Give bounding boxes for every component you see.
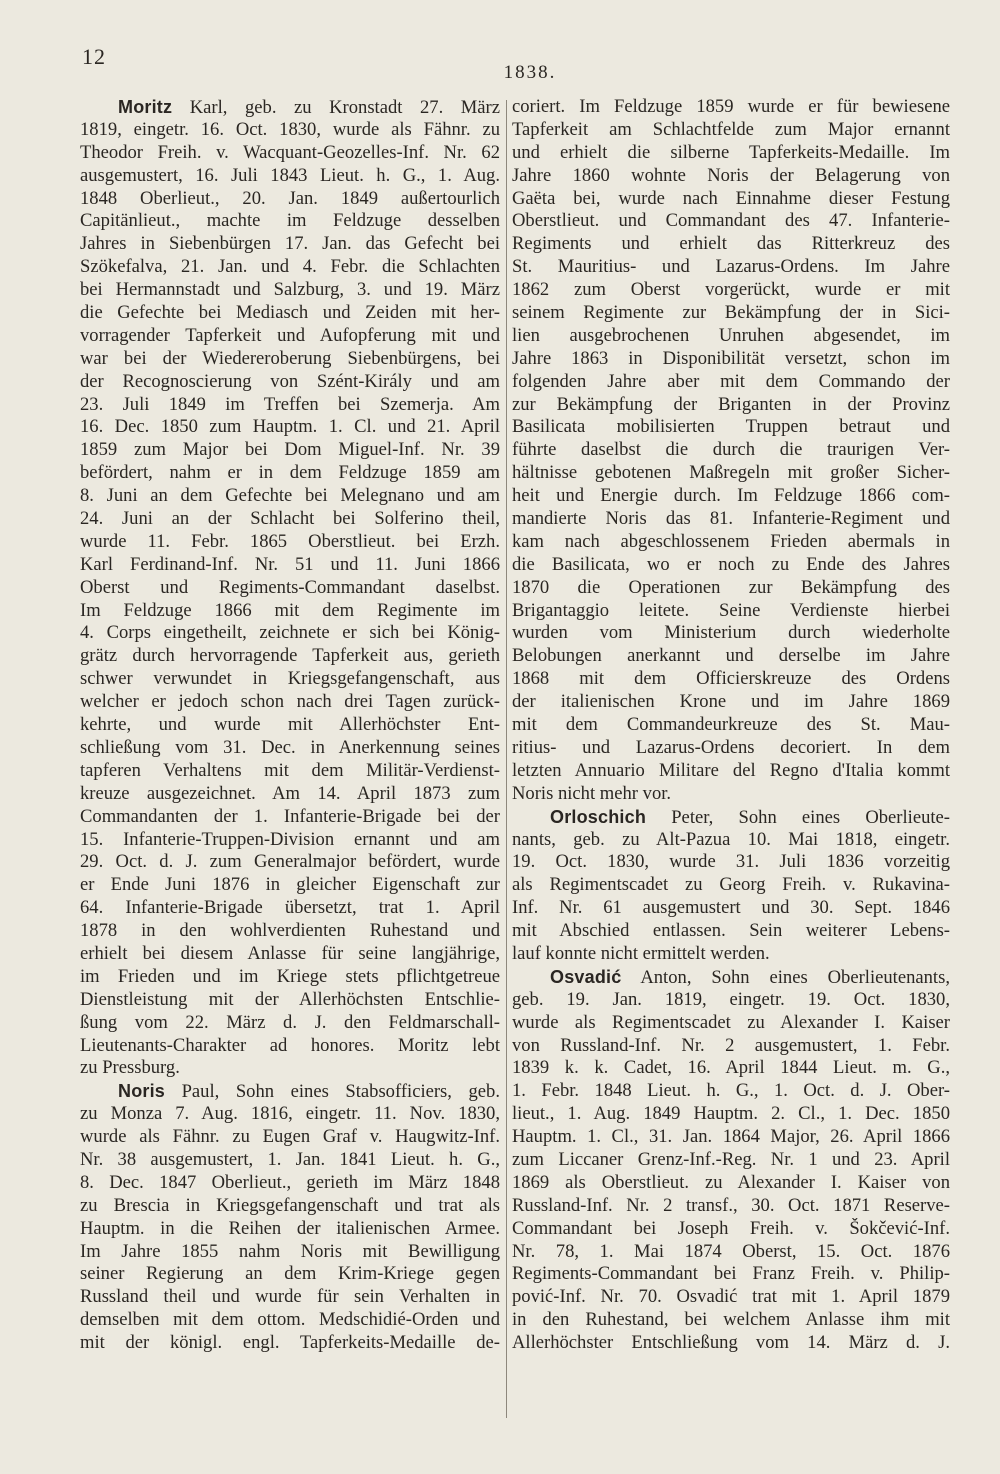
line-text: führte daselbst die durch die traurigen Ver- <box>512 439 950 461</box>
line-text: 64. Infanterie-Brigade übersetzt, trat 1. April <box>80 897 500 919</box>
text-line <box>512 851 950 874</box>
line-text: die Gefechte bei Mediasch und Zeiden mit her- <box>80 302 500 324</box>
text-line <box>80 851 500 874</box>
line-text: vorragender Tapferkeit und Aufopferung mit und <box>80 324 500 346</box>
line-text: von Russland-Inf. Nr. 2 ausgemustert, 1. Febr. <box>512 1034 950 1056</box>
text-line <box>512 783 950 806</box>
text-line <box>80 920 500 943</box>
text-line <box>80 325 500 348</box>
text-line <box>512 531 950 554</box>
line-text: bei Hermannstadt und Salzburg, 3. und 19. März <box>80 279 500 301</box>
text-line <box>512 737 950 760</box>
line-text: Jahre 1860 wohnte Noris der Belagerung von <box>512 164 950 186</box>
line-text: und erhielt die silberne Tapferkeits-Medaille. Im <box>512 141 950 163</box>
text-line <box>80 1172 500 1195</box>
text-line <box>512 1057 950 1080</box>
text-line <box>512 142 950 165</box>
line-text: Commandanten der 1. Infanterie-Brigade bei der <box>80 805 500 827</box>
text-line <box>512 508 950 531</box>
line-text: Szökefalva, 21. Jan. und 4. Febr. die Schlachten <box>80 256 500 278</box>
line-text: der Recognoscierung von Szént-Király und am <box>80 370 500 392</box>
text-line <box>80 256 500 279</box>
line-text: Im Jahre 1855 nahm Noris mit Bewilligung <box>80 1240 500 1262</box>
line-text: Belobungen anerkannt und derselbe im Jahre <box>512 645 950 667</box>
line-text: als Regimentscadet zu Georg Freih. v. Rukavina- <box>512 874 950 896</box>
text-line <box>80 645 500 668</box>
line-text: Russland-Inf. Nr. 2 transf., 30. Oct. 1871 Reserve- <box>512 1194 950 1216</box>
line-text: letzten Annuario Militare del Regno d'Italia kommt <box>512 759 950 781</box>
text-line <box>512 325 950 348</box>
text-line <box>512 668 950 691</box>
line-text: 16. Dec. 1850 zum Hauptm. 1. Cl. und 21. April <box>80 416 500 438</box>
line-text: Oberst und Regiments-Commandant daselbst. <box>80 576 500 598</box>
line-text: Nr. 78, 1. Mai 1874 Oberst, 15. Oct. 1876 <box>512 1240 950 1262</box>
entry-name: Osvadić <box>550 966 622 987</box>
text-line <box>512 1103 950 1126</box>
line-text: die Basilicata, wo er noch zu Ende des Jahres <box>512 553 950 575</box>
line-text: 1819, eingetr. 16. Oct. 1830, wurde als Fähnr. zu <box>80 118 500 140</box>
line-text: Oberstlieut. und Commandant des 47. Infanterie- <box>512 210 950 232</box>
line-text: grätz durch hervorragende Tapferkeit aus, gerieth <box>80 645 500 667</box>
text-line <box>80 210 500 233</box>
line-text: hältnisse gebotenen Maßregeln mit großer Sicher- <box>512 462 950 484</box>
line-text: lien ausgebrochenen Unruhen abgesendet, im <box>512 324 950 346</box>
line-text: welcher er jedoch schon nach drei Tagen zurück- <box>80 691 500 713</box>
line-text: kehrte, und wurde mit Allerhöchster Ent- <box>80 714 500 736</box>
text-line <box>80 416 500 439</box>
text-line <box>80 668 500 691</box>
text-line <box>80 554 500 577</box>
text-line <box>512 1263 950 1286</box>
text-line <box>80 371 500 394</box>
line-text: 1859 zum Major bei Dom Miguel-Inf. Nr. 39 <box>80 439 500 461</box>
line-text: demselben mit dem ottom. Medschidié-Orden und <box>80 1309 500 1331</box>
text-line <box>80 302 500 325</box>
text-line <box>512 645 950 668</box>
line-text: Theodor Freih. v. Wacquant-Geozelles-Inf. Nr. 62 <box>80 141 500 163</box>
text-line <box>80 531 500 554</box>
line-text: wurde als Regimentscadet zu Alexander I. Kaiser <box>512 1011 950 1033</box>
line-text: Dienstleistung mit der Allerhöchsten Entschlie- <box>80 988 500 1010</box>
line-text: mit dem Commandeurkreuze des St. Mau- <box>512 714 950 736</box>
line-text: Russland theil und wurde für sein Verhalten in <box>80 1286 500 1308</box>
text-line <box>512 1149 950 1172</box>
entry-name: Noris <box>118 1081 166 1102</box>
text-line <box>512 210 950 233</box>
entry-name: Orloschich <box>550 806 647 827</box>
text-line <box>512 256 950 279</box>
line-text: Regiments und erhielt das Ritterkreuz des <box>512 233 950 255</box>
line-text: mit der königl. engl. Tapferkeits-Medaille de- <box>80 1332 500 1354</box>
line-text: 29. Oct. d. J. zum Generalmajor befördert, wurde <box>80 851 500 873</box>
line-text: im Frieden und im Kriege stets pflichtgetreue <box>80 965 500 987</box>
text-line <box>512 1286 950 1309</box>
line-text: Inf. Nr. 61 ausgemustert und 30. Sept. 1846 <box>512 897 950 919</box>
entry-first-line <box>512 806 950 829</box>
text-line <box>512 1309 950 1332</box>
text-line <box>512 714 950 737</box>
text-line <box>80 279 500 302</box>
text-line <box>512 874 950 897</box>
line-text: mandierte Noris das 81. Infanterie-Regiment und <box>512 508 950 530</box>
text-line <box>512 691 950 714</box>
line-text: St. Mauritius- und Lazarus-Ordens. Im Jahre <box>512 256 950 278</box>
text-line <box>512 829 950 852</box>
text-line <box>512 462 950 485</box>
line-text: geb. 19. Jan. 1819, eingetr. 19. Oct. 1830, <box>512 988 950 1010</box>
text-line <box>80 966 500 989</box>
text-line <box>80 714 500 737</box>
column-divider <box>506 100 507 1418</box>
text-line <box>512 1012 950 1035</box>
text-line <box>80 897 500 920</box>
line-text: war bei der Wiedereroberung Siebenbürgens, bei <box>80 347 500 369</box>
line-text: 8. Dec. 1847 Oberlieut., gerieth im März 1848 <box>80 1171 500 1193</box>
text-line <box>512 554 950 577</box>
line-text: Gaëta bei, wurde nach Einnahme dieser Festung <box>512 187 950 209</box>
line-text: nants, geb. zu Alt-Pazua 10. Mai 1818, eingetr. <box>512 828 950 850</box>
line-text: Jahres in Siebenbürgen 17. Jan. das Gefecht bei <box>80 233 500 255</box>
line-text: zum Liccaner Grenz-Inf.-Reg. Nr. 1 und 23. April <box>512 1148 950 1170</box>
text-line <box>80 1218 500 1241</box>
line-text: 19. Oct. 1830, wurde 31. Juli 1836 vorzeitig <box>512 851 950 873</box>
text-line <box>512 348 950 371</box>
text-line <box>512 1332 950 1355</box>
text-line <box>80 1241 500 1264</box>
text-line <box>80 439 500 462</box>
line-text: Commandant bei Joseph Freih. v. Šokčević-Inf. <box>512 1217 950 1239</box>
text-line <box>80 1012 500 1035</box>
line-text: 1848 Oberlieut., 20. Jan. 1849 außertourlich <box>80 187 500 209</box>
text-line <box>512 1218 950 1241</box>
line-text: kreuze ausgezeichnet. Am 14. April 1873 zum <box>80 782 500 804</box>
text-line <box>80 348 500 371</box>
text-line <box>512 1126 950 1149</box>
line-text: zu Brescia in Kriegsgefangenschaft und trat als <box>80 1194 500 1216</box>
entry-first-line <box>80 96 500 119</box>
line-text: Hauptm. 1. Cl., 31. Jan. 1864 Major, 26. April 1866 <box>512 1126 950 1148</box>
line-text: 4. Corps eingetheilt, zeichnete er sich bei König- <box>80 622 500 644</box>
line-text: zu Monza 7. Aug. 1816, eingetr. 11. Nov. 1830, <box>80 1103 500 1125</box>
text-line <box>80 188 500 211</box>
line-text: Regiments-Commandant bei Franz Freih. v. Philip- <box>512 1263 950 1285</box>
line-text: Brigantaggio leitete. Seine Verdienste hierbei <box>512 599 950 621</box>
text-line <box>80 1126 500 1149</box>
line-text: coriert. Im Feldzuge 1859 wurde er für bewiesene <box>512 96 950 117</box>
line-text: er Ende Juni 1876 in gleicher Eigenschaft zur <box>80 874 500 896</box>
line-text: folgenden Jahre aber mit dem Commando der <box>512 370 950 392</box>
line-text: ßung vom 22. März d. J. den Feldmarschall- <box>80 1011 500 1033</box>
text-line <box>80 1149 500 1172</box>
text-line <box>80 829 500 852</box>
line-text: pović-Inf. Nr. 70. Osvadić trat mit 1. April 1879 <box>512 1286 950 1308</box>
line-text: Peter, Sohn eines Oberlieute- <box>646 806 950 828</box>
line-text: 1869 als Oberstlieut. zu Alexander I. Kaiser von <box>512 1171 950 1193</box>
line-text: schwer verwundet in Kriegsgefangenschaft, aus <box>80 668 500 690</box>
text-line <box>80 600 500 623</box>
line-text: lieut., 1. Aug. 1849 Hauptm. 2. Cl., 1. Dec. 1850 <box>512 1103 950 1125</box>
line-text: Capitänlieut., machte im Feldzuge desselben <box>80 210 500 232</box>
entry-first-line <box>512 966 950 989</box>
text-line <box>80 142 500 165</box>
line-text: Nr. 38 ausgemustert, 1. Jan. 1841 Lieut. h. G., <box>80 1148 500 1170</box>
line-text: Hauptm. in die Reihen der italienischen Armee. <box>80 1217 500 1239</box>
entry-first-line <box>80 1080 500 1103</box>
line-text: 1862 zum Oberst vorgerückt, wurde er mit <box>512 279 950 301</box>
text-line <box>80 1103 500 1126</box>
line-text: wurde 11. Febr. 1865 Oberstlieut. bei Erzh. <box>80 530 500 552</box>
line-text: Lieutenants-Charakter ad honores. Moritz lebt <box>80 1034 500 1056</box>
line-text: mit Abschied entlassen. Sein weiterer Lebens- <box>512 920 950 942</box>
line-text: Im Feldzuge 1866 mit dem Regimente im <box>80 599 500 621</box>
text-line <box>512 622 950 645</box>
line-text: 1839 k. k. Cadet, 16. April 1844 Lieut. m. G., <box>512 1057 950 1079</box>
text-line <box>512 1035 950 1058</box>
text-line <box>80 1263 500 1286</box>
text-line <box>512 1241 950 1264</box>
line-text: befördert, nahm er in dem Feldzuge 1859 am <box>80 462 500 484</box>
line-text: 1870 die Operationen zur Bekämpfung des <box>512 576 950 598</box>
text-line <box>80 485 500 508</box>
text-line <box>80 1035 500 1058</box>
line-text: Tapferkeit am Schlachtfelde zum Major ernannt <box>512 118 950 140</box>
text-line <box>80 165 500 188</box>
line-text: 1. Febr. 1848 Lieut. h. G., 1. Oct. d. J. Ober- <box>512 1080 950 1102</box>
line-text: 1868 mit dem Officierskreuze des Ordens <box>512 668 950 690</box>
text-line <box>80 806 500 829</box>
text-line <box>512 1080 950 1103</box>
text-line <box>80 233 500 256</box>
text-line <box>80 760 500 783</box>
text-line <box>80 1309 500 1332</box>
line-text: 8. Juni an dem Gefechte bei Melegnano und am <box>80 485 500 507</box>
line-text: Karl Ferdinand-Inf. Nr. 51 und 11. Juni 1866 <box>80 553 500 575</box>
text-line <box>80 989 500 1012</box>
text-line <box>512 897 950 920</box>
text-line <box>512 233 950 256</box>
line-text: 1878 in den wohlverdienten Ruhestand und <box>80 920 500 942</box>
line-text: lauf konnte nicht ermittelt werden. <box>512 942 770 964</box>
line-text: Basilicata mobilisierten Truppen betraut und <box>512 416 950 438</box>
text-line <box>80 622 500 645</box>
line-text: wurden vom Ministerium durch wiederholte <box>512 622 950 644</box>
text-line <box>80 394 500 417</box>
text-line <box>512 188 950 211</box>
text-line <box>512 920 950 943</box>
line-text: ausgemustert, 16. Juli 1843 Lieut. h. G., 1. Aug. <box>80 164 500 186</box>
text-line <box>80 691 500 714</box>
text-line <box>512 600 950 623</box>
text-line <box>512 119 950 142</box>
line-text: Noris nicht mehr vor. <box>512 782 672 804</box>
line-text: 15. Infanterie-Truppen-Division ernannt und am <box>80 828 500 850</box>
line-text: tapferen Verhaltens mit dem Militär-Verdienst- <box>80 759 500 781</box>
text-line <box>512 943 950 966</box>
text-line <box>512 577 950 600</box>
text-line <box>512 416 950 439</box>
text-line <box>80 1195 500 1218</box>
text-line <box>512 1195 950 1218</box>
line-text: 24. Juni an der Schlacht bei Solferino theil, <box>80 508 500 530</box>
page-number: 12 <box>82 44 106 69</box>
line-text: erhielt bei diesem Anlasse für seine langjährige, <box>80 942 500 964</box>
text-line <box>512 760 950 783</box>
line-text: Jahre 1863 in Disponibilität versetzt, schon im <box>512 347 950 369</box>
entry-name: Moritz <box>118 97 173 117</box>
line-text: 23. Juli 1849 im Treffen bei Szemerja. Am <box>80 393 500 415</box>
line-text: Karl, geb. zu Kronstadt 27. März <box>172 97 500 118</box>
line-text: kam nach abgeschlossenem Frieden abermals in <box>512 530 950 552</box>
text-line <box>80 783 500 806</box>
text-line <box>512 989 950 1012</box>
text-line <box>512 371 950 394</box>
text-line <box>512 302 950 325</box>
line-text: Allerhöchster Entschließung vom 14. März d. J. <box>512 1332 950 1354</box>
left-column <box>80 96 500 1416</box>
line-text: seiner Regierung an dem Krim-Kriege gegen <box>80 1263 500 1285</box>
line-text: seinem Regimente zur Bekämpfung der in Sici- <box>512 302 950 324</box>
text-line <box>80 577 500 600</box>
line-text: schließung vom 31. Dec. in Anerkennung seines <box>80 736 500 758</box>
text-line <box>80 1332 500 1355</box>
text-line <box>80 1286 500 1309</box>
text-line <box>80 119 500 142</box>
text-line <box>512 279 950 302</box>
text-line <box>512 1172 950 1195</box>
line-text: zur Bekämpfung der Briganten in der Provinz <box>512 393 950 415</box>
right-column <box>512 96 950 1416</box>
line-text: heit und Energie durch. Im Feldzuge 1866 com- <box>512 485 950 507</box>
text-line <box>80 1057 500 1080</box>
text-line <box>80 508 500 531</box>
text-line <box>512 165 950 188</box>
line-text: in den Ruhestand, bei welchem Anlasse ihm mit <box>512 1309 950 1331</box>
line-text: ritius- und Lazarus-Ordens decoriert. In dem <box>512 736 950 758</box>
running-head-year: 1838. <box>503 62 557 83</box>
text-line <box>512 394 950 417</box>
line-text: zu Pressburg. <box>80 1057 180 1079</box>
text-line <box>80 943 500 966</box>
text-line <box>80 737 500 760</box>
line-text: wurde als Fähnr. zu Eugen Graf v. Haugwitz-Inf. <box>80 1126 500 1148</box>
text-line <box>512 485 950 508</box>
text-line <box>80 874 500 897</box>
line-text: der italienischen Krone und im Jahre 1869 <box>512 691 950 713</box>
text-line <box>80 462 500 485</box>
line-text: Paul, Sohn eines Stabsofficiers, geb. <box>165 1081 500 1103</box>
line-text: Anton, Sohn eines Oberlieutenants, <box>621 966 950 988</box>
text-line <box>512 96 950 119</box>
text-line <box>512 439 950 462</box>
